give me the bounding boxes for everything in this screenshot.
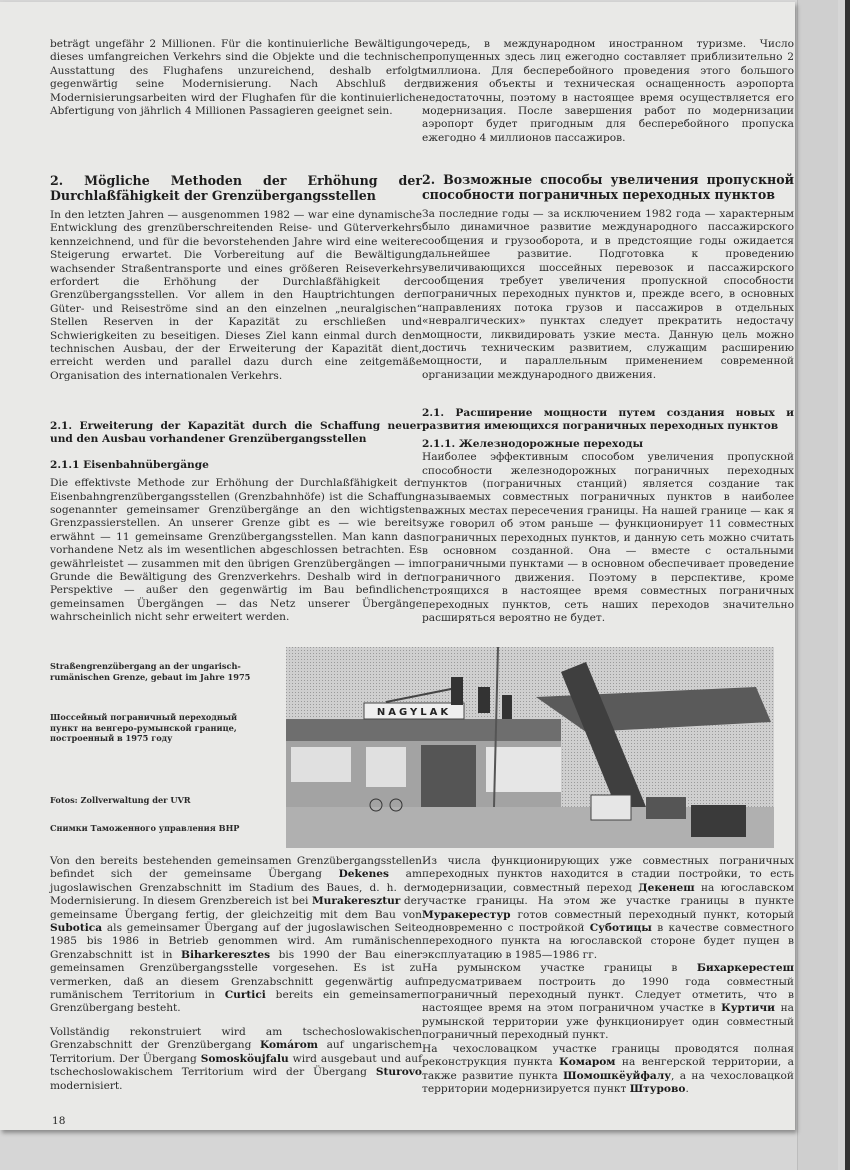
place-name: Комаром (559, 1056, 616, 1069)
paragraph: beträgt ungefähr 2 Millionen. Für die kontinuierliche Bewältigung dieses umfangreichen Verkehrs sind die Objekte und die technische Ausstattung des Flughafens unzureichend, deshalb erfolgt gegenwärtig seine Modernisierung. Nach Abschluß der Modernisierungsarbeiten wird der Flughafen für die kontinuierliche Abfertigung von jährlich 4 Millionen Passagieren geeignet sein. (50, 38, 422, 118)
paragraph: Vollständig rekonstruiert wird am tschechoslowakischen Grenzabschnitt der Grenzübergang Komárom auf ungarischem Territorium. Der Übergang Somosköujfalu wird ausgebaut und auf tschechoslowakischem Territorium wird der Übergang Sturovo modernisiert. (50, 1026, 423, 1092)
scanner-edge (845, 0, 850, 1170)
place-name: Декенеш (638, 881, 695, 894)
window (291, 747, 351, 782)
right-section-2-1 (422, 407, 794, 626)
car (591, 795, 631, 820)
section-heading: 2. Mögliche Methoden der Erhöhung der Durchlaßfähigkeit der Grenzübergangsstellen (50, 173, 422, 203)
sign-text: NAGYLAK (376, 707, 452, 718)
window (486, 747, 561, 792)
right-column-intro (422, 38, 794, 145)
signal-light (502, 695, 512, 719)
place-name: Sturovo (375, 1066, 422, 1079)
place-name: Murakeresztur (311, 895, 401, 908)
subsection-heading: 2.1. Расширение мощности путем создания новых и развития имеющихся пограничных переходных пунктов (422, 407, 794, 433)
place-name: Куртичи (721, 1002, 775, 1015)
photo-credit-ru: Снимки Таможенного управления ВНР (50, 823, 240, 833)
paragraph: In den letzten Jahren — ausgenommen 1982 — war eine dynamische Entwicklung des grenzüberschreitenden Reise- und Güterverkehrs kennzeichnend, und für die bevorstehenden Jahre wird eine weitere Steigerung erwartet. Die Vorbereitung auf die Bewältigung wachsender Straßentransporte und eines größeren Reiseverkehrs erfordert die Erhöhung der Durchlaßfähigkeit der Grenzübergangsstellen. Vor allem in den Hauptrichtungen der Güter- und Reiseströme sind an den einzelnen „neuralgischen“ Stellen Reserven in der Kapazität zu erschließen und Schwierigkeiten zu beseitigen. Dieses Ziel kann einmal durch den technischen Ausbau, der der Erweiterung der Kapazität dient, erreicht werden und parallel dazu durch eine zeitgemäße Organisation des internationalen Verkehrs. (50, 209, 422, 382)
paragraph: Из числа функционирующих уже совместных пограничных переходных пунктов находится в стадии постройки, то есть модернизации, совместный переход Декенеш на югославском участке границы. На этом же участке границы в пункте Муракерестур готов совместный переходный пункт, который одновременно с постройкой Суботицы в качестве совместного переходного пункта на югославской стороне будет пущен в эксплуатацию в 1985—1986 гг. (422, 855, 794, 961)
subsection-heading: 2.1. Erweiterung der Kapazität durch die Schaffung neuer und den Ausbau vorhandener Grenzübergangsstellen (50, 420, 422, 446)
place-name: Шомошкёуйфалу (563, 1069, 672, 1082)
paragraph: На чехословацком участке границы проводятся полная реконструкция пункта Комаром на венгерской территории, а также развитие пункта Шомошкёуйфалу, а на чехословацкой территории модернизируется пункт Штурово. (422, 1042, 794, 1095)
doorway (421, 745, 476, 807)
place-name: Komárom (260, 1039, 318, 1052)
figure-caption-ru: Шоссейный пограничный переходный пункт на венгеро-румынской границе, построенный в 1975 году (50, 712, 238, 744)
place-name: Суботицы (589, 922, 652, 935)
signal-light (451, 677, 463, 705)
paragraph: Наиболее эффективным способом увеличения пропускной способности железнодорожных пограничных переходных пунктов (пограничных станций) является создание так называемых совместных пограничных пунктов в наиболее важных местах пересечения границы. На нашей границе — как я уже говорил об этом раньше — функционирует 11 совместных пограничных переходных пунктов, и данную сеть можно считать в основном созданной. Она — вместе с остальными пограничными пунктами — в основном обеспечивает проведение пограничного движения. Поэтому в перспективе, кроме строящихся в настоящее время совместных пограничных переходных пунктов, сеть наших переходов значительно расширяться вероятно не будет. (422, 451, 794, 625)
left-para-b (50, 1026, 422, 1093)
place-name: Бихаркерестеш (696, 962, 794, 975)
section-heading: 2. Возможные способы увеличения пропускной способности пограничных переходных пунктов (422, 172, 794, 202)
building-fascia (286, 719, 561, 741)
left-section-2-1 (50, 420, 422, 625)
document-page (0, 2, 795, 1130)
border-crossing-photo (286, 647, 774, 848)
paragraph: На румынском участке границы в Бихаркерестеш предусматриваем построить до 1990 года совместный пограничный переходный пункт. Следует отметить, что в настоящее время на этом пограничном участке в Куртичи на румынской территории уже функционирует один совместный пограничный переходный пункт. (422, 962, 794, 1042)
paragraph: Von den bereits bestehenden gemeinsamen Grenzübergangsstellen befindet sich der gemeinsame Übergang Dekenes am jugoslawischen Grenzabschnitt im Stadium des Baues, d. h. der Modernisierung. In diesem Grenzbereich ist bei Murakeresztur der gemeinsame Übergang fertig, der gleichzeitig mit dem Bau von Subotica als gemeinsamer Übergang auf der jugoslawischen Seite 1985 bis 1986 in Betrieb genommen wird. Am rumänischen Grenzabschnitt ist in Biharkeresztes bis 1990 der Bau einer gemeinsamen Grenzübergangsstelle vorgesehen. Es ist zu vermerken, daß an diesem Grenzabschnitt gegenwärtig auf rumänischem Territorium in Curtici bereits ein gemeinsamer Grenzübergang besteht. (50, 855, 423, 1015)
signal-light (478, 687, 490, 713)
subsubsection-heading: 2.1.1. Железнодорожные переходы (422, 437, 644, 450)
place-name: Subotica (50, 922, 103, 935)
photo-illustration (286, 647, 774, 848)
paragraph: очередь, в международном иностранном туризме. Число пропущенных здесь лиц ежегодно составляет приблизительно 2 миллиона. Для бесперебойного проведения этого большого движения объекты и техническая оснащенность аэропорта недостаточны, поэтому в настоящее время осуществляется его модернизация. После завершения работ по модернизации аэропорт будет пригодным для бесперебойного пропуска ежегодно 4 миллионов пассажиров. (422, 38, 794, 144)
right-section-2 (422, 172, 794, 382)
place-name: Муракерестур (422, 908, 511, 921)
page-number: 18 (52, 1115, 66, 1127)
place-name: Biharkeresztes (181, 948, 271, 961)
paragraph: Die effektivste Methode zur Erhöhung der Durchlaßfähigkeit der Eisenbahngrenzübergangsstellen (Grenzbahnhöfe) ist die Schaffung sogenannter gemeinsamer Grenzübergänge an den wichtigsten Grenzpassierstellen. An unserer Grenze gibt es — wie bereits erwähnt — 11 gemeinsame Grenzübergangsstellen. Man kann das vorhandene Netz als im wesentlichen abgeschlossen betrachten. Es gewährleistet — zusammen mit den übrigen Grenzübergängen — im Grunde die Bewältigung des Grenzverkehrs. Deshalb wird in der Perspektive — außer den gegenwärtig im Bau befindlichen gemeinsamen Übergängen — das Netz unserer Übergänge wahrscheinlich nicht sehr erweitert werden. (50, 477, 422, 624)
place-name: Somosköujfalu (200, 1052, 289, 1065)
left-section-2 (50, 173, 422, 383)
subsubsection-heading: 2.1.1 Eisenbahnübergänge (50, 458, 209, 471)
place-name: Dekenes (338, 868, 389, 881)
window (366, 747, 406, 787)
car (691, 805, 746, 837)
photo-credit-de: Fotos: Zollverwaltung der UVR (50, 795, 191, 805)
scanner-background (797, 0, 838, 1170)
figure-caption-de: Straßengrenzübergang an der ungarisch-rumänischen Grenze, gebaut im Jahre 1975 (50, 661, 251, 682)
car (646, 797, 686, 819)
left-column-intro (50, 38, 422, 118)
left-para-a (50, 855, 422, 1016)
place-name: Штурово (629, 1082, 686, 1095)
right-paras (422, 855, 794, 1096)
paragraph: За последние годы — за исключением 1982 года — характерным было динамичное развитие международного пассажирского сообщения и грузооборота, и в предстоящие годы ожидается дальнейшее развитие. Подготовка к проведению увеличивающихся шоссейных перевозок и пассажирского сообщения требует увеличения пропускной способности пограничных переходных пунктов и, прежде всего, в основных направлениях потока грузов и пассажиров в отдельных «невралгических» пунктах следует прекратить недостачу мощности, ликвидировать узкие места. Данную цель можно достичь техническим развитием, служащим расширению мощности, и параллельным применением современной организации международного движения. (422, 208, 794, 381)
place-name: Curtici (224, 989, 266, 1002)
